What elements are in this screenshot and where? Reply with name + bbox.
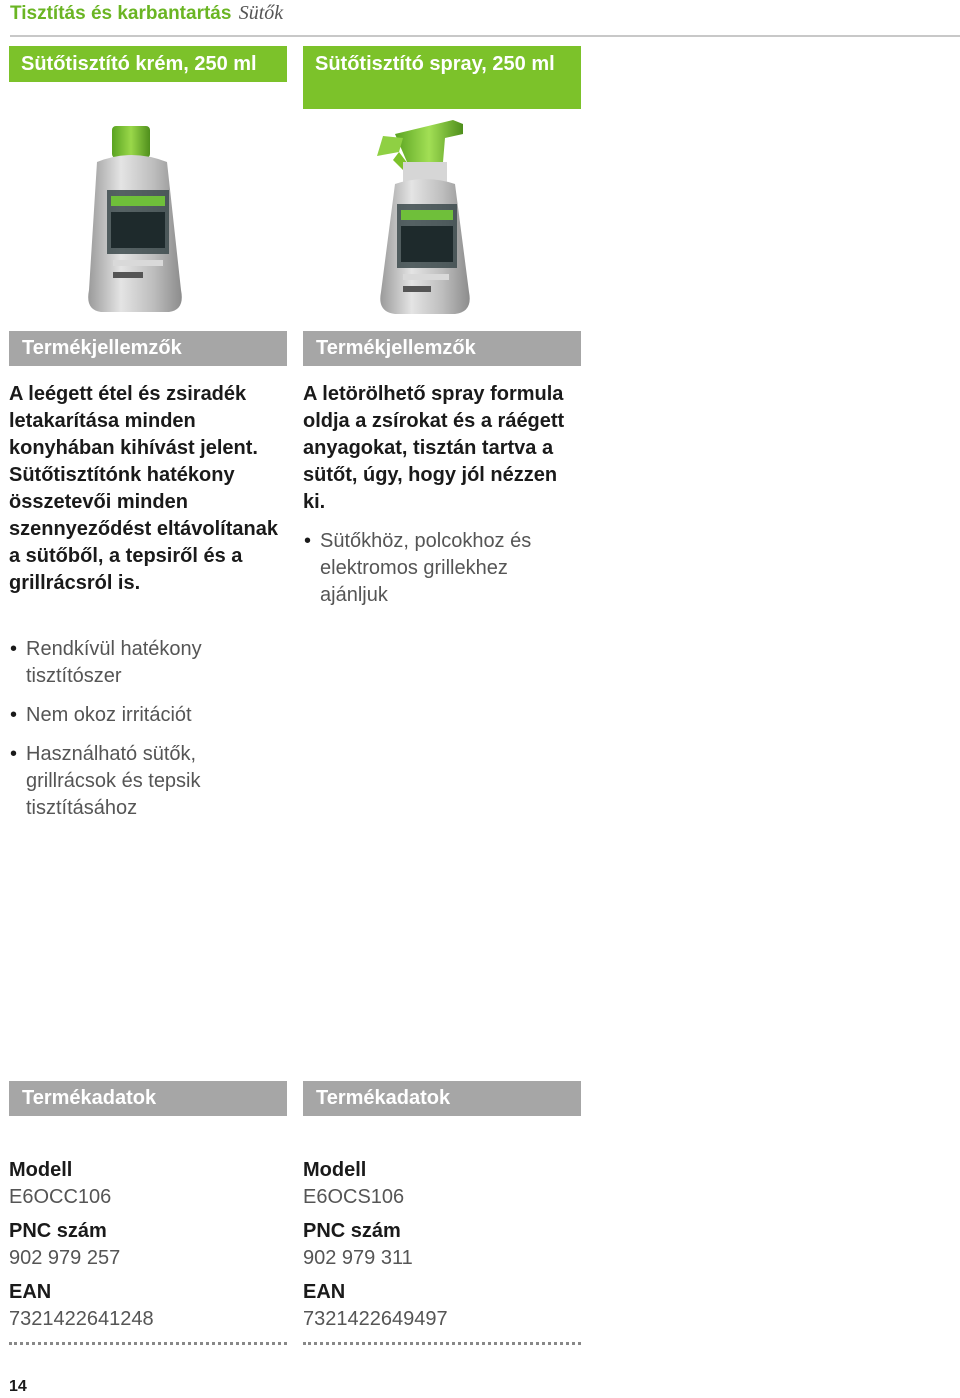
feature-text: Nem okoz irritációt: [26, 704, 192, 726]
product-data-heading: Termékadatok: [22, 1087, 157, 1109]
feature-list: [9, 636, 287, 834]
pnc-label: PNC szám: [9, 1220, 107, 1242]
feature-text: Rendkívül hatékony tisztítószer: [26, 638, 202, 687]
pnc-value: 902 979 311: [303, 1247, 413, 1269]
product-name: Sütőtisztító spray, 250 ml: [315, 53, 555, 75]
product-title-bar: [303, 46, 581, 109]
feature-item: [9, 702, 287, 729]
features-heading: Termékjellemzők: [22, 337, 182, 359]
product-name: Sütőtisztító krém, 250 ml: [21, 53, 257, 75]
bullet-icon: •: [10, 704, 18, 726]
header-section: Sütők: [238, 2, 284, 24]
product-title-bar: [9, 46, 287, 82]
product-specs: [9, 1157, 287, 1340]
product-data-heading-bar: [303, 1081, 581, 1116]
product-specs: [303, 1157, 581, 1340]
product-data-heading: Termékadatok: [316, 1087, 451, 1109]
ean-label: EAN: [9, 1281, 52, 1303]
bullet-icon: •: [10, 743, 18, 765]
model-label: Modell: [303, 1159, 367, 1181]
dotted-divider: [303, 1342, 581, 1345]
product-description: A letörölhető spray formula oldja a zsírokat és a ráégett anyagokat, tisztán tartva a sütőt, úgy, hogy jól nézzen ki.: [303, 383, 565, 513]
page-number: 14: [9, 1378, 27, 1395]
feature-text: Sütőkhöz, polcokhoz és elektromos grillekhez ajánljuk: [320, 530, 532, 606]
header-category: Tisztítás és karbantartás: [10, 3, 232, 24]
page-header-title: [10, 2, 283, 25]
product-data-heading-bar: [9, 1081, 287, 1116]
header-divider: [10, 35, 960, 37]
bullet-icon: •: [10, 638, 18, 660]
pnc-label: PNC szám: [303, 1220, 401, 1242]
features-heading-bar: [303, 331, 581, 366]
feature-item: [9, 741, 287, 822]
feature-text: Használható sütők, grillrácsok és tepsik tisztításához: [26, 743, 201, 819]
model-label: Modell: [9, 1159, 73, 1181]
features-heading-bar: [9, 331, 287, 366]
features-heading: Termékjellemzők: [316, 337, 476, 359]
feature-item: [303, 528, 581, 609]
model-value: E6OCC106: [9, 1186, 112, 1208]
pnc-value: 902 979 257: [9, 1247, 121, 1269]
dotted-divider: [9, 1342, 287, 1345]
ean-value: 7321422641248: [9, 1308, 154, 1330]
bullet-icon: •: [304, 530, 312, 552]
model-value: E6OCS106: [303, 1186, 405, 1208]
cream-bottle-image: [9, 112, 287, 322]
ean-label: EAN: [303, 1281, 346, 1303]
product-description: A leégett étel és zsiradék letakarítása minden konyhában kihívást jelent. Sütőtisztítónk hatékony összetevői minden szennyeződést eltávolítanak a sütőből, a tepsiről és a grillrácsról is.: [9, 383, 278, 594]
spray-bottle-image: [303, 112, 581, 322]
ean-value: 7321422649497: [303, 1308, 448, 1330]
feature-list: [303, 528, 581, 621]
feature-item: [9, 636, 287, 690]
